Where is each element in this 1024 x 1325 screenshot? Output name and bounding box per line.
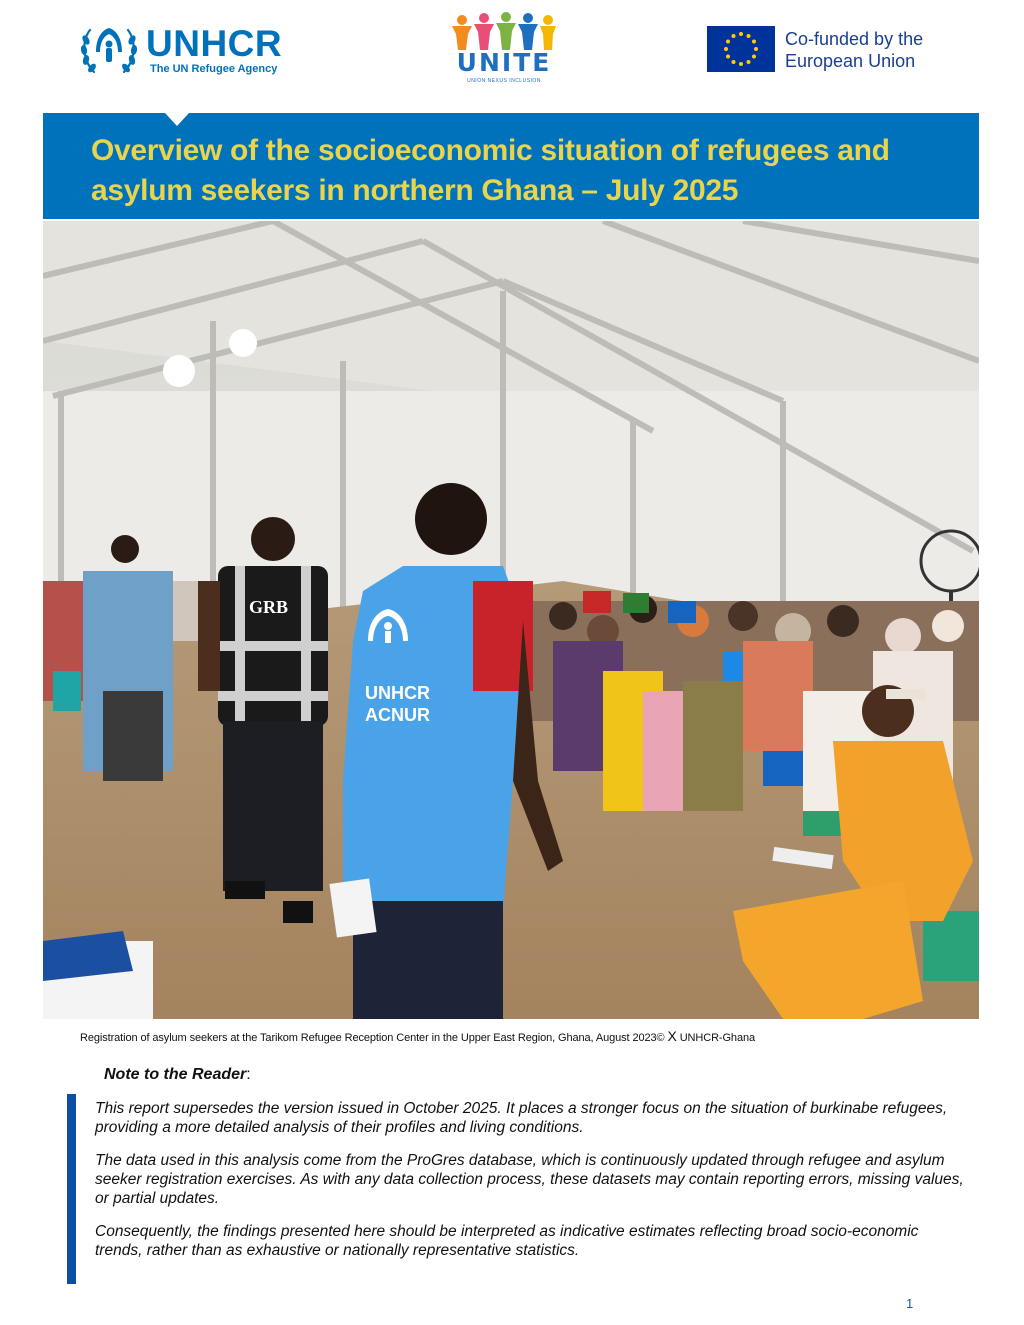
note-heading-colon: : bbox=[246, 1066, 251, 1083]
page-title: Overview of the socioeconomic situation of refugees and asylum seekers in northern Ghana – July 2025 bbox=[91, 134, 890, 207]
eu-star-icon bbox=[752, 55, 756, 59]
photo-caption bbox=[80, 1028, 755, 1044]
note-heading-text: Note to the Reader bbox=[104, 1066, 247, 1083]
eu-line-1: Co-funded by the bbox=[785, 29, 924, 49]
note-heading bbox=[104, 1066, 251, 1084]
eu-funding-text bbox=[785, 28, 923, 72]
unite-logo bbox=[440, 12, 570, 88]
caption-text: Registration of asylum seekers at the Tarikom Refugee Reception Center in the Upper East Region, Ghana, August 2023© bbox=[80, 1032, 668, 1044]
eu-star-icon bbox=[739, 62, 743, 66]
note-paragraph-1: This report supersedes the version issued in October 2025. It places a stronger focus on the situation of burkinabe refugees, providing a more detailed analysis of their profiles and living conditions. bbox=[95, 1100, 948, 1136]
eu-star-icon bbox=[732, 60, 736, 64]
unite-people-icon bbox=[448, 12, 558, 52]
vest-label: GRB bbox=[249, 597, 289, 617]
note-body bbox=[95, 1099, 965, 1274]
eu-star-icon bbox=[747, 34, 751, 38]
eu-flag-icon bbox=[707, 26, 775, 72]
unhcr-emblem-icon bbox=[78, 22, 140, 78]
note-paragraph-2: The data used in this analysis come from the ProGres database, which is continuously updated through refugee and asylum seeker registration exercises. As with any data collection process, these datasets may contain reporting errors, missing values, or partial updates. bbox=[95, 1152, 964, 1207]
bib-label-1: UNHCR bbox=[365, 683, 430, 703]
eu-star-icon bbox=[747, 60, 751, 64]
title-banner bbox=[43, 113, 979, 219]
eu-star-icon bbox=[754, 47, 758, 51]
note-accent-bar bbox=[67, 1094, 76, 1284]
caption-x-mark: X bbox=[667, 1028, 677, 1044]
bib-label-2: ACNUR bbox=[365, 705, 430, 725]
eu-star-icon bbox=[732, 34, 736, 38]
unhcr-wordmark: UNHCR bbox=[146, 23, 283, 64]
page-number: 1 bbox=[906, 1296, 914, 1311]
banner-notch-icon bbox=[165, 113, 189, 127]
eu-star-icon bbox=[726, 55, 730, 59]
caption-credit: UNHCR-Ghana bbox=[676, 1032, 755, 1044]
eu-star-icon bbox=[724, 47, 728, 51]
cover-photo bbox=[43, 221, 979, 1019]
eu-star-icon bbox=[726, 40, 730, 44]
unite-wordmark: UNITE bbox=[456, 48, 552, 77]
eu-star-icon bbox=[739, 32, 743, 36]
eu-star-icon bbox=[752, 40, 756, 44]
unhcr-logo bbox=[78, 22, 318, 78]
eu-line-2: European Union bbox=[785, 51, 916, 71]
unhcr-tagline: The UN Refugee Agency bbox=[150, 63, 278, 75]
tent-registration-scene-image bbox=[43, 221, 979, 1019]
note-paragraph-3: Consequently, the findings presented here should be interpreted as indicative estimates reflecting broad socio-economic trends, rather than as exhaustive or nationally representative statistics. bbox=[95, 1223, 919, 1259]
eu-logo bbox=[707, 26, 967, 74]
unite-tagline: UNION NEXUS INCLUSION bbox=[467, 78, 541, 84]
